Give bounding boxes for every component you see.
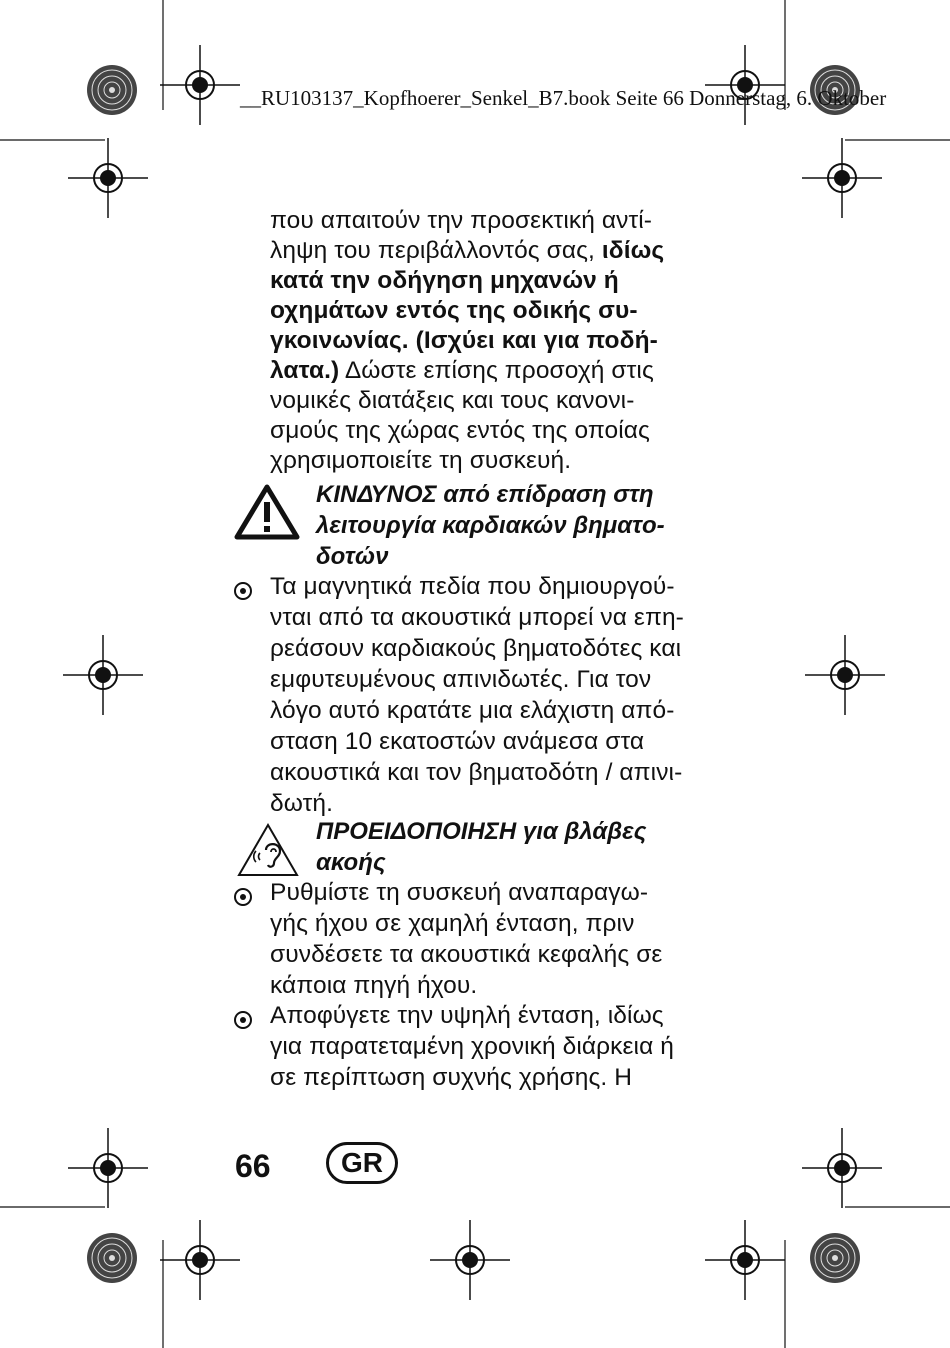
bullet-icon [232, 1009, 254, 1031]
text-line: νται από τα ακουστικά μπορεί να επη- [270, 604, 684, 631]
text-line: Ρυθμίστε τη συσκευή αναπαραγω- [270, 879, 649, 906]
text-line: γής ήχου σε χαμηλή ένταση, πριν [270, 910, 635, 937]
text-line: κάποια πηγή ήχου. [270, 972, 478, 999]
text-line: λατα.) Δώστε επίσης προσοχή στις [270, 357, 654, 384]
text-line: νομικές διατάξεις και τους κανονι- [270, 387, 635, 414]
bullet-icon [232, 580, 254, 602]
warning-triangle-icon [234, 484, 300, 540]
text-line: συνδέσετε τα ακουστικά κεφαλής σε [270, 941, 663, 968]
text-line: ακουστικά και τον βηματοδότη / απινι- [270, 759, 683, 786]
country-badge: GR [326, 1142, 398, 1184]
text-line: δωτή. [270, 790, 334, 817]
text-line: σε περίπτωση συχνής χρήσης. Η [270, 1064, 633, 1091]
danger-heading: λειτουργία καρδιακών βηματο- [316, 512, 665, 539]
text-line: σμούς της χώρας εντός της οποίας [270, 417, 650, 444]
text-line: Τα μαγνητικά πεδία που δημιουργού- [270, 573, 675, 600]
text-line: ληψη του περιβάλλοντός σας, ιδίως [270, 237, 665, 264]
text-line: γκοινωνίας. (Ισχύει και για ποδή- [270, 327, 658, 354]
text-line: σταση 10 εκατοστών ανάμεσα στα [270, 728, 645, 755]
danger-heading: δοτών [316, 543, 389, 570]
page-number: 66 [235, 1148, 271, 1184]
warning-heading: ακοής [316, 849, 386, 876]
text-line: οχημάτων εντός της οδικής συ- [270, 297, 638, 324]
text-line: που απαιτούν την προσεκτική αντί- [270, 207, 653, 234]
bullet-icon [232, 886, 254, 908]
text-line: για παρατεταμένη χρονική διάρκεια ή [270, 1033, 674, 1060]
text-line: λόγο αυτό κρατάτε μια ελάχιστη από- [270, 697, 675, 724]
text-line: Αποφύγετε την υψηλή ένταση, ιδίως [270, 1002, 664, 1029]
hearing-warning-icon [236, 822, 300, 878]
text-line: χρησιμοποιείτε τη συσκευή. [270, 447, 572, 474]
print-header: __RU103137_Kopfhoerer_Senkel_B7.book Seite 66 Donnerstag, 6. Oktober [240, 86, 887, 110]
text-line: κατά την οδήγηση μηχανών ή [270, 267, 619, 294]
warning-heading: ΠΡΟΕΙΔΟΠΟΙΗΣΗ για βλάβες [316, 818, 647, 845]
text-line: εμφυτευμένους απινιδωτές. Για τον [270, 666, 652, 693]
danger-heading: ΚΙΝΔΥΝΟΣ από επίδραση στη [316, 481, 654, 508]
text-line: ρεάσουν καρδιακούς βηματοδότες και [270, 635, 682, 662]
